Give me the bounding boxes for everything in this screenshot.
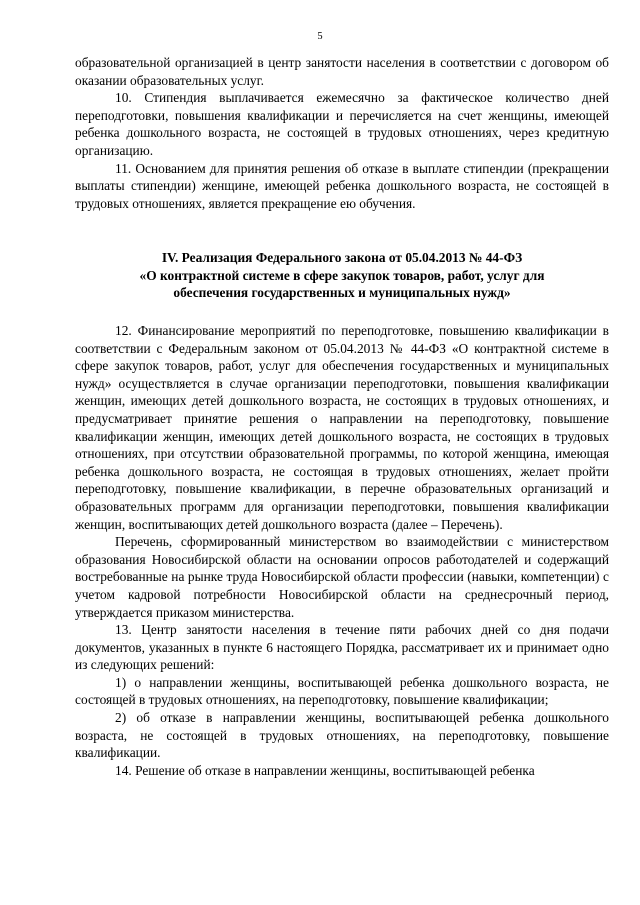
- paragraph-14: 14. Решение об отказе в направлении женщины, воспитывающей ребенка: [115, 762, 535, 778]
- paragraph-11: 11. Основанием для принятия решения об отказе в выплате стипендии (прекращении выплаты стипендии) женщине, имеющей ребенка дошкольного возраста, не состоящей в трудовых отношениях, является прекращение ею обучения.: [75, 160, 609, 211]
- text-block-bottom: [75, 322, 609, 779]
- section-heading-line-1: IV. Реализация Федерального закона от 05.04.2013 № 44-ФЗ: [161, 250, 523, 265]
- paragraph-continuation: образовательной организацией в центр занятости населения в соответствии с договором об оказании образовательных услуг.: [75, 55, 609, 88]
- paragraph-13-item-2: 2) об отказе в направлении женщины, воспитывающей ребенка дошкольного возраста, не состоящей в трудовых отношениях, на переподготовку, повышение квалификации.: [75, 710, 609, 761]
- section-heading-line-3: обеспечения государственных и муниципальных нужд»: [173, 285, 511, 301]
- paragraph-13: 13. Центр занятости населения в течение пяти рабочих дней со дня подачи документов, указанных в пункте 6 настоящего Порядка, рассматривает их и принимает одно из следующих решений:: [75, 622, 609, 673]
- text-block-top: [75, 54, 609, 212]
- paragraph-13-item-1: 1) о направлении женщины, воспитывающей ребенка дошкольного возраста, не состоящей в трудовых отношениях, на переподготовку, повышение квалификации;: [75, 674, 609, 708]
- paragraph-10: 10. Стипендия выплачивается ежемесячно за фактическое количество дней переподготовки, повышения квалификации и перечисляется на счет женщины, имеющей ребенка дошкольного возраста, не состоящей в трудовых отношениях, через кредитную организацию.: [75, 90, 609, 158]
- paragraph-12-list: Перечень, сформированный министерством во взаимодействии с министерством образования Новосибирской области на основании опросов работодателей и содержащий востребованные на рынке труда Новосибирской области профессии (навыки, компетенции) с учетом кадровой потребности Новосибирской области на среднесрочный период, утверждается приказом министерства.: [75, 534, 609, 620]
- section-heading: [75, 249, 609, 302]
- page-number: 5: [317, 31, 323, 42]
- paragraph-12: 12. Финансирование мероприятий по переподготовке, повышению квалификации в соответствии с Федеральным законом от 05.04.2013 № 44-ФЗ «О контрактной системе в сфере закупок товаров, работ, услуг для обеспечения государственных и муниципальных нужд» осуществляется в случае организации переподготовки, повышения квалификации женщин, имеющих детей дошкольного возраста, не состоящих в трудовых отношениях, и предусматривает принятие решения о направлении на переподготовку, повышение квалификации женщин, имеющих детей дошкольного возраста, не состоящих в трудовых отношениях, при отсутствии образовательной программы, по которой женщина, имеющая ребенка дошкольного возраста, не состоящая в трудовых отношениях, желает пройти переподготовку, повышение квалификации, в перечне образовательных организаций и образовательных программ для организации переподготовки, повышения квалификации женщин, воспитывающих детей дошкольного возраста (далее – Перечень).: [75, 323, 609, 532]
- section-heading-line-2: «О контрактной системе в сфере закупок товаров, работ, услуг для: [139, 267, 545, 283]
